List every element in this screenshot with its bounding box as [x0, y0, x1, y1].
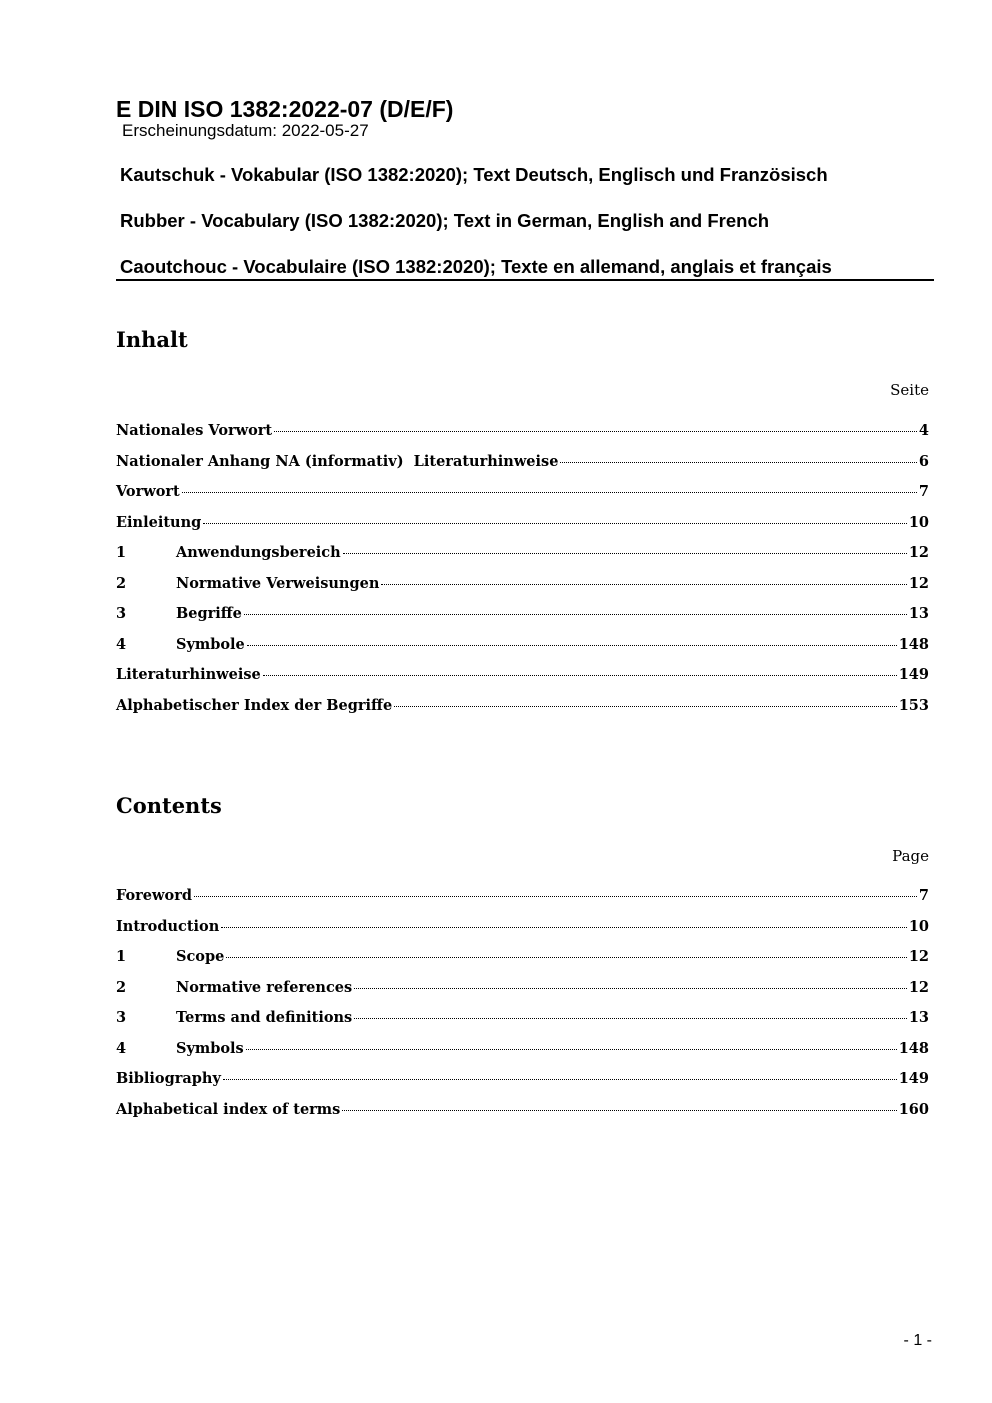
toc-leader-dots: [343, 553, 907, 554]
toc-entry-label: Einleitung: [116, 513, 202, 531]
toc-entry-label: Bibliography: [116, 1070, 221, 1087]
toc-heading: Inhalt: [116, 327, 188, 352]
toc-entry-label: Terms and definitions: [176, 1009, 353, 1026]
toc-entry-page: 153: [898, 696, 929, 714]
toc-entry-page: 6: [918, 452, 929, 470]
toc-entry-page: 10: [908, 917, 929, 935]
toc-entry-label: Symbols: [176, 1039, 244, 1057]
toc-entry-number: 2: [116, 978, 127, 996]
toc-leader-dots: [354, 1018, 907, 1019]
toc-entry-page: 12: [908, 948, 929, 965]
toc-entry-label: Introduction: [116, 917, 220, 935]
toc-entry[interactable]: [116, 886, 929, 917]
toc-entry[interactable]: [116, 978, 929, 1009]
toc-entry-label: Normative references: [176, 978, 353, 996]
toc-entry[interactable]: [116, 574, 929, 605]
toc-leader-dots: [223, 1079, 897, 1080]
toc-entry-label: Normative Verweisungen: [176, 574, 380, 592]
toc-entry-label: Alphabetical index of terms: [116, 1100, 341, 1118]
toc-entry[interactable]: [116, 604, 929, 635]
toc-entry-page: 12: [908, 574, 929, 592]
toc-entry-number: 4: [116, 1039, 127, 1057]
toc-entry-label: Anwendungsbereich: [176, 544, 341, 561]
toc-entry-number: 2: [116, 574, 127, 592]
toc-entry-label: Begriffe: [176, 605, 242, 622]
toc-entry-page: 7: [918, 887, 929, 904]
toc-entry[interactable]: [116, 696, 929, 727]
toc-entry-page: 148: [898, 635, 929, 653]
toc-entry-page: 7: [918, 483, 929, 500]
toc-leader-dots: [342, 1110, 896, 1111]
toc-entry[interactable]: [116, 543, 929, 574]
toc-leader-dots: [381, 584, 906, 585]
header-rule: [116, 279, 934, 281]
toc-entry-page: 149: [898, 666, 929, 683]
title-french: Caoutchouc - Vocabulaire (ISO 1382:2020); Texte en allemand, anglais et français: [120, 256, 832, 277]
toc-entry[interactable]: [116, 421, 929, 452]
toc-german: [116, 326, 929, 714]
toc-entry-page: 160: [898, 1100, 929, 1118]
toc-entry-page: 148: [898, 1039, 929, 1057]
toc-entry[interactable]: [116, 1069, 929, 1100]
toc-entry-page: 4: [918, 422, 929, 439]
toc-entry-number: 3: [116, 1009, 127, 1026]
toc-entry-page: 149: [898, 1070, 929, 1087]
toc-entry[interactable]: [116, 452, 929, 483]
toc-entry-page: 13: [908, 605, 929, 622]
toc-entry-label: Nationaler Anhang NA (informativ) Literaturhinweise: [116, 452, 559, 470]
toc-entry-label: Scope: [176, 948, 225, 965]
toc-leader-dots: [246, 1049, 897, 1050]
toc-leader-dots: [221, 927, 907, 928]
toc-leader-dots: [244, 614, 907, 615]
toc-page-label: Page: [892, 847, 929, 865]
toc-entry[interactable]: [116, 482, 929, 513]
toc-leader-dots: [182, 492, 917, 493]
toc-heading: Contents: [116, 793, 222, 818]
toc-leader-dots: [247, 645, 897, 646]
toc-entry[interactable]: [116, 1100, 929, 1131]
title-german: Kautschuk - Vokabular (ISO 1382:2020); Text Deutsch, Englisch und Französisch: [120, 164, 828, 185]
document-header: [116, 94, 934, 277]
toc-entry-page: 10: [908, 513, 929, 531]
toc-entry[interactable]: [116, 1008, 929, 1039]
toc-entry[interactable]: [116, 665, 929, 696]
toc-entry[interactable]: [116, 1039, 929, 1070]
toc-leader-dots: [274, 431, 917, 432]
toc-leader-dots: [203, 523, 907, 524]
toc-entry[interactable]: [116, 917, 929, 948]
toc-entry-label: Foreword: [116, 887, 192, 904]
toc-leader-dots: [226, 957, 906, 958]
publication-date: Erscheinungsdatum: 2022-05-27: [122, 121, 369, 140]
toc-page-label: Seite: [890, 381, 929, 399]
toc-entry-number: 3: [116, 605, 127, 622]
toc-entry[interactable]: [116, 947, 929, 978]
toc-entry[interactable]: [116, 635, 929, 666]
toc-english: [116, 792, 929, 1118]
title-english: Rubber - Vocabulary (ISO 1382:2020); Text in German, English and French: [120, 210, 770, 231]
toc-list: [116, 886, 929, 1130]
toc-entry-page: 12: [908, 978, 929, 996]
toc-leader-dots: [263, 675, 897, 676]
toc-leader-dots: [354, 988, 907, 989]
toc-entry-page: 13: [908, 1009, 929, 1026]
toc-leader-dots: [560, 462, 916, 463]
toc-entry-label: Vorwort: [116, 483, 180, 500]
toc-entry-number: 1: [116, 544, 127, 561]
toc-entry-page: 12: [908, 544, 929, 561]
toc-entry[interactable]: [116, 513, 929, 544]
toc-entry-number: 4: [116, 635, 127, 653]
toc-leader-dots: [194, 896, 917, 897]
toc-list: [116, 421, 929, 726]
toc-entry-number: 1: [116, 948, 127, 965]
toc-entry-label: Nationales Vorwort: [116, 422, 273, 439]
document-id: E DIN ISO 1382:2022-07 (D/E/F): [116, 96, 454, 122]
toc-entry-label: Literaturhinweise: [116, 666, 261, 683]
page-number: - 1 -: [903, 1332, 932, 1349]
toc-entry-label: Symbole: [176, 635, 245, 653]
toc-leader-dots: [394, 706, 897, 707]
toc-entry-label: Alphabetischer Index der Begriffe: [116, 696, 393, 714]
